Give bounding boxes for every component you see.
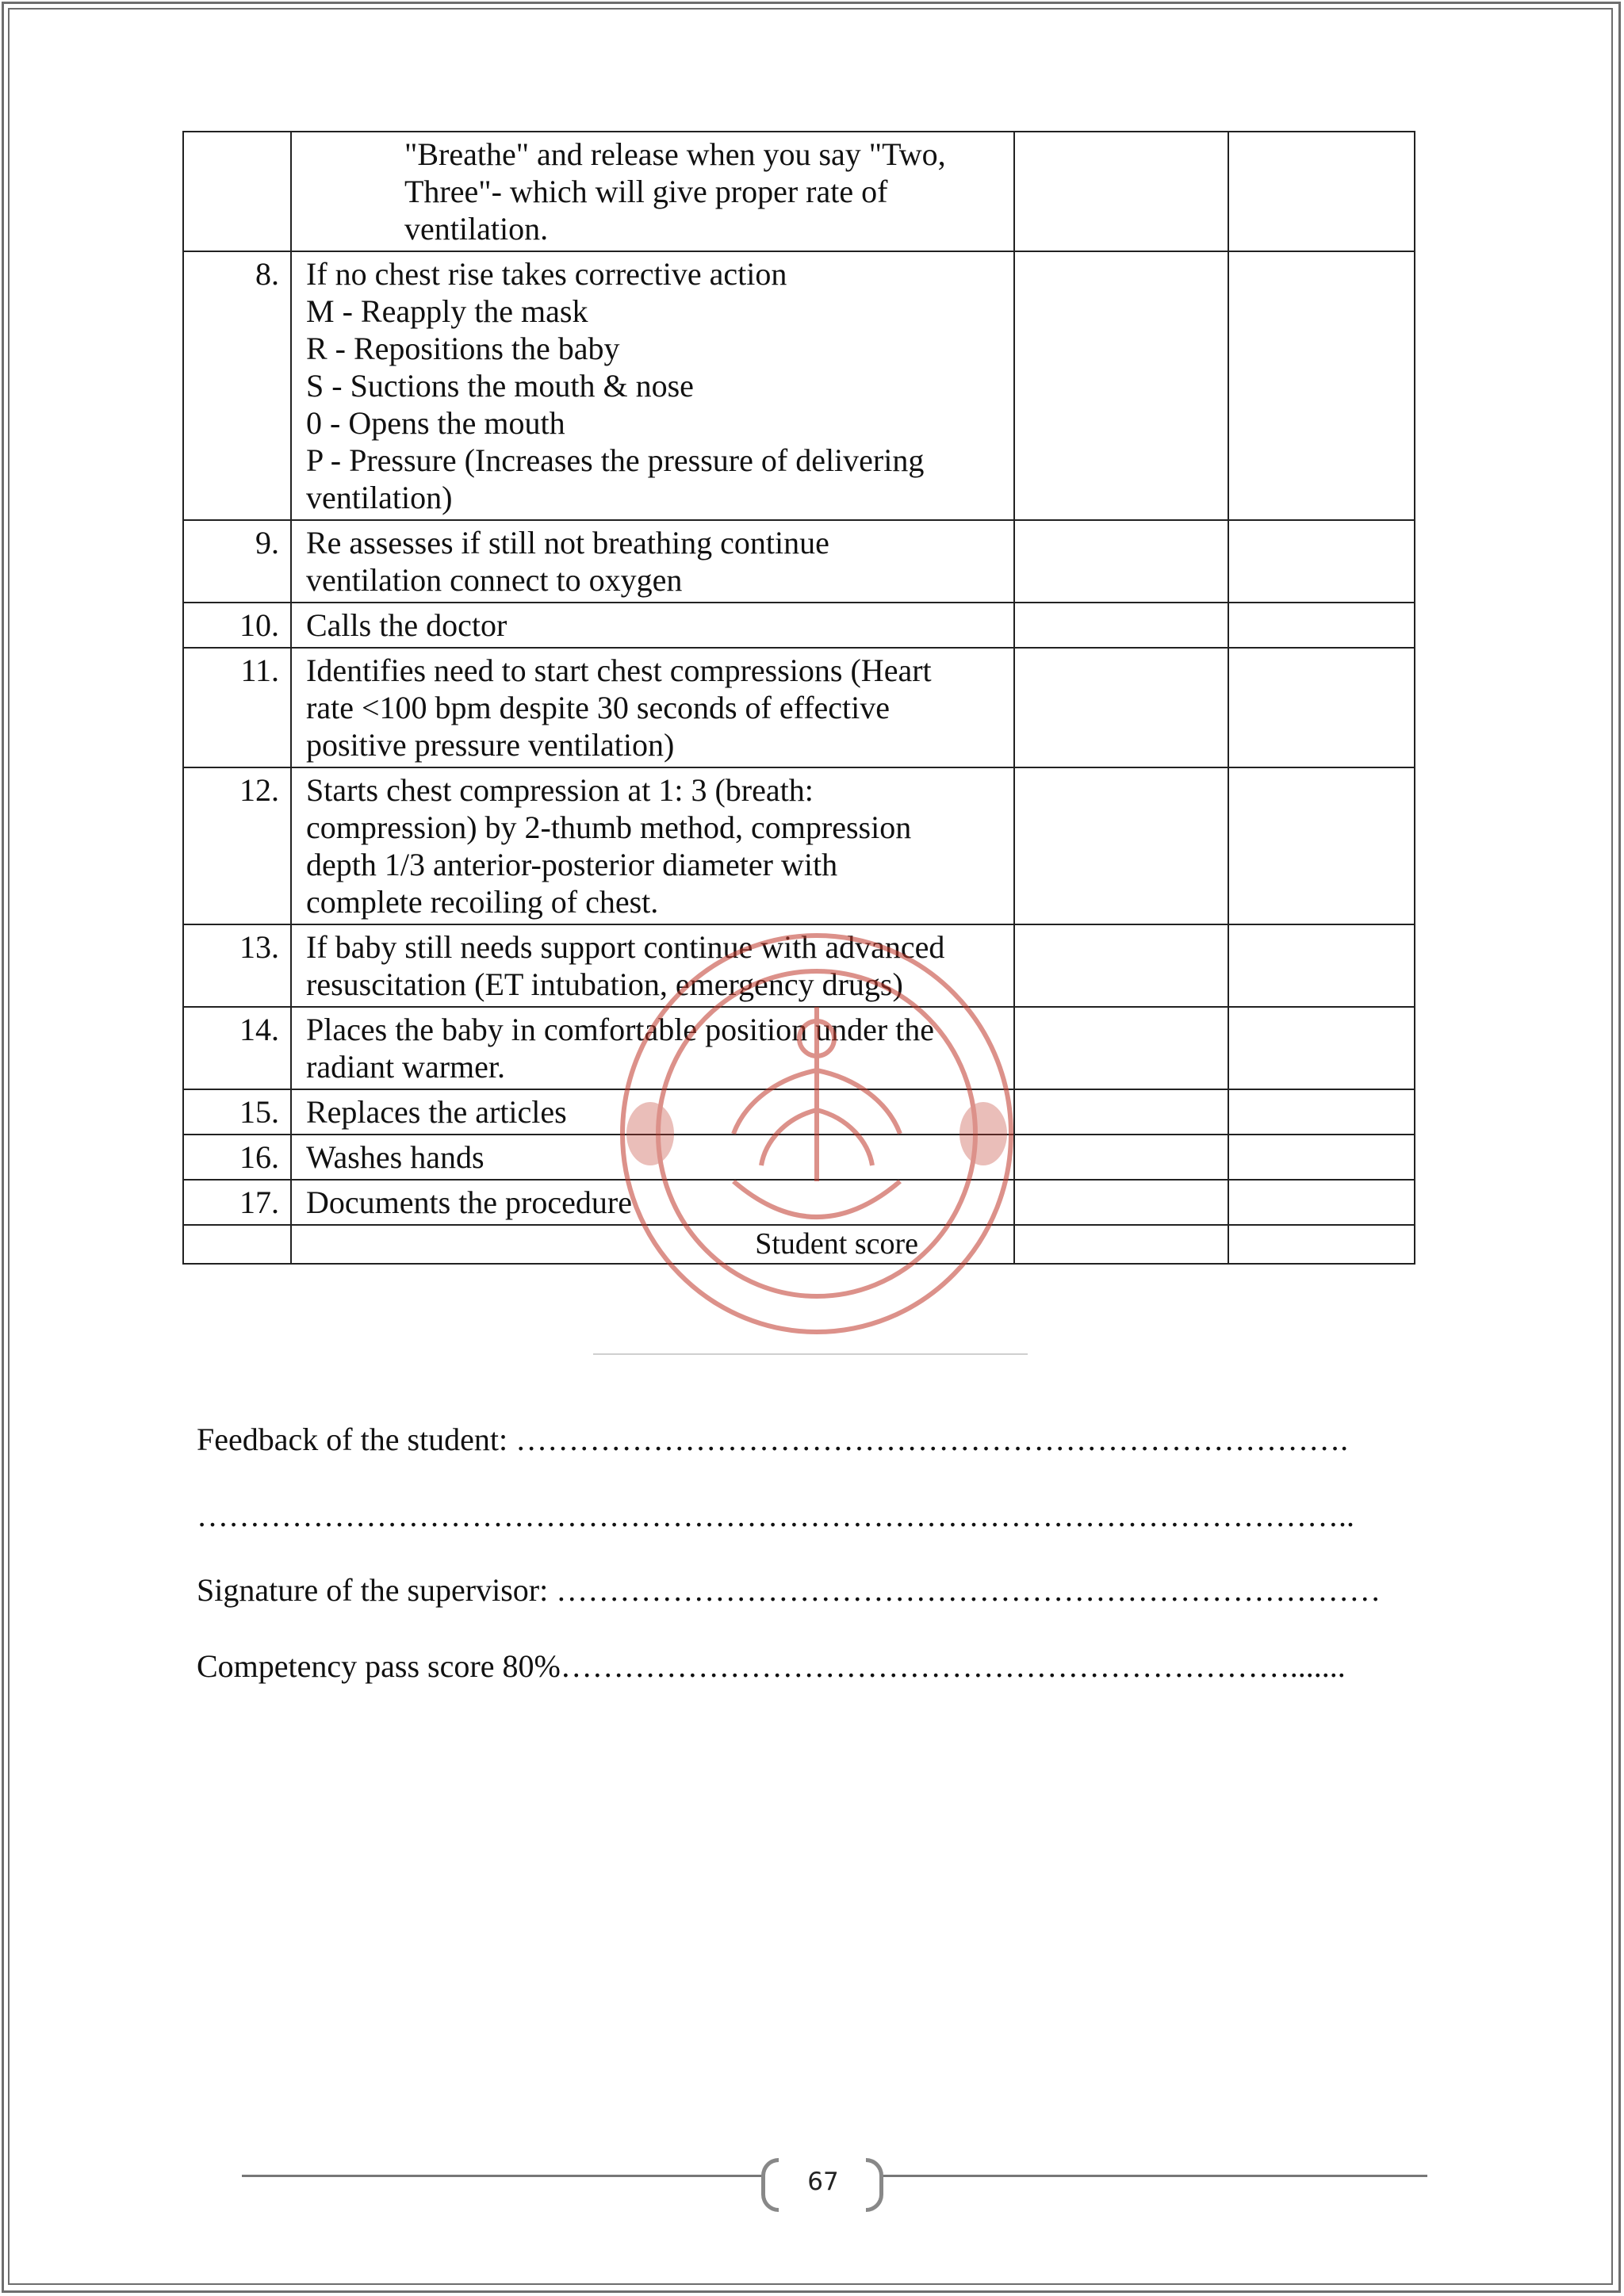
step-line: M - Reapply the mask [306,293,588,329]
step-line: Identifies need to start chest compressions (Heart [306,652,932,688]
row-number: 15. [183,1089,291,1135]
step-line: Re assesses if still not breathing continue [306,525,829,561]
feedback-continuation-line: ……………………………………………………………………………………………….. [197,1498,1354,1533]
step-line: Washes hands [306,1139,485,1175]
score-cell-1 [1014,1135,1228,1180]
step-line: Places the baby in comfortable position under the [306,1012,935,1047]
table-row [183,251,1415,520]
row-number-cell [183,132,291,251]
step-line: radiant warmer. [306,1049,505,1085]
footer-rule-left [242,2175,761,2177]
page-number: 67 [807,2168,839,2196]
table-row [183,648,1415,767]
step-cell [291,603,1014,648]
table-row [183,603,1415,648]
step-line: R - Repositions the baby [306,331,620,366]
score-cell-2 [1228,924,1415,1007]
row-number: 8. [183,251,291,520]
score-cell-1 [1014,1007,1228,1089]
step-line: Replaces the articles [306,1094,567,1130]
table-row [183,767,1415,924]
step-line: 0 - Opens the mouth [306,405,565,441]
score-cell-1 [1014,1089,1228,1135]
score-cell-1 [1014,924,1228,1007]
step-cell [291,767,1014,924]
row-number: 9. [183,520,291,603]
step-line: compression) by 2-thumb method, compression [306,809,912,845]
step-line: If baby still needs support continue with advanced [306,929,945,965]
seal-underline [593,1353,1028,1355]
step-line: If no chest rise takes corrective action [306,256,787,292]
step-line: rate <100 bpm despite 30 seconds of effective [306,690,891,725]
competency-pass-score-line: Competency pass score 80%……………………………………………………………....... [197,1648,1346,1684]
step-line: positive pressure ventilation) [306,727,675,763]
score-cell-1 [1014,251,1228,520]
score-cell-1 [1014,520,1228,603]
score-cell-1 [1014,648,1228,767]
step-cell [291,132,1014,251]
step-line: ventilation connect to oxygen [306,562,683,598]
row-number: 17. [183,1180,291,1225]
score-cell-1 [1014,1180,1228,1225]
score-cell-1 [1014,1225,1228,1264]
step-line: Documents the procedure [306,1184,632,1220]
step-cell [291,251,1014,520]
step-line: ventilation) [306,480,453,515]
row-number: 11. [183,648,291,767]
score-cell-2 [1228,648,1415,767]
score-cell-2 [1228,1089,1415,1135]
score-cell-1 [1014,767,1228,924]
step-cell [291,520,1014,603]
score-cell-2 [1228,767,1415,924]
step-line: resuscitation (ET intubation, emergency drugs) [306,966,903,1002]
step-line: P - Pressure (Increases the pressure of delivering [306,442,925,478]
step-line: depth 1/3 anterior-posterior diameter with [306,847,838,882]
score-cell-2 [1228,132,1415,251]
score-cell-2 [1228,1225,1415,1264]
score-cell-2 [1228,1135,1415,1180]
emblem-seal-watermark [607,920,1027,1348]
score-cell-1 [1014,603,1228,648]
step-line: Calls the doctor [306,607,508,643]
step-line: complete recoiling of chest. [306,884,659,920]
step-cell [291,648,1014,767]
score-cell-2 [1228,603,1415,648]
score-cell-2 [1228,1007,1415,1089]
row-number-cell [183,1225,291,1264]
step-line: S - Suctions the mouth & nose [306,368,694,404]
table-row-continuation [183,132,1415,251]
feedback-line: Feedback of the student: ……………………………………………………………………. [197,1422,1349,1457]
row-number: 12. [183,767,291,924]
score-cell-2 [1228,520,1415,603]
score-cell-1 [1014,132,1228,251]
row-number: 16. [183,1135,291,1180]
row-number: 13. [183,924,291,1007]
step-line: "Breathe" and release when you say "Two, [404,136,946,172]
step-line: Starts chest compression at 1: 3 (breath: [306,772,814,808]
step-line: Three"- which will give proper rate of [404,174,888,209]
table-row [183,520,1415,603]
supervisor-signature-line: Signature of the supervisor: …………………………………………………………………… [197,1572,1381,1608]
row-number: 10. [183,603,291,648]
footer-rule-right [883,2175,1427,2177]
score-cell-2 [1228,1180,1415,1225]
step-line: ventilation. [404,211,549,247]
student-score-label: Student score [291,1225,1014,1264]
row-number: 14. [183,1007,291,1089]
score-cell-2 [1228,251,1415,520]
